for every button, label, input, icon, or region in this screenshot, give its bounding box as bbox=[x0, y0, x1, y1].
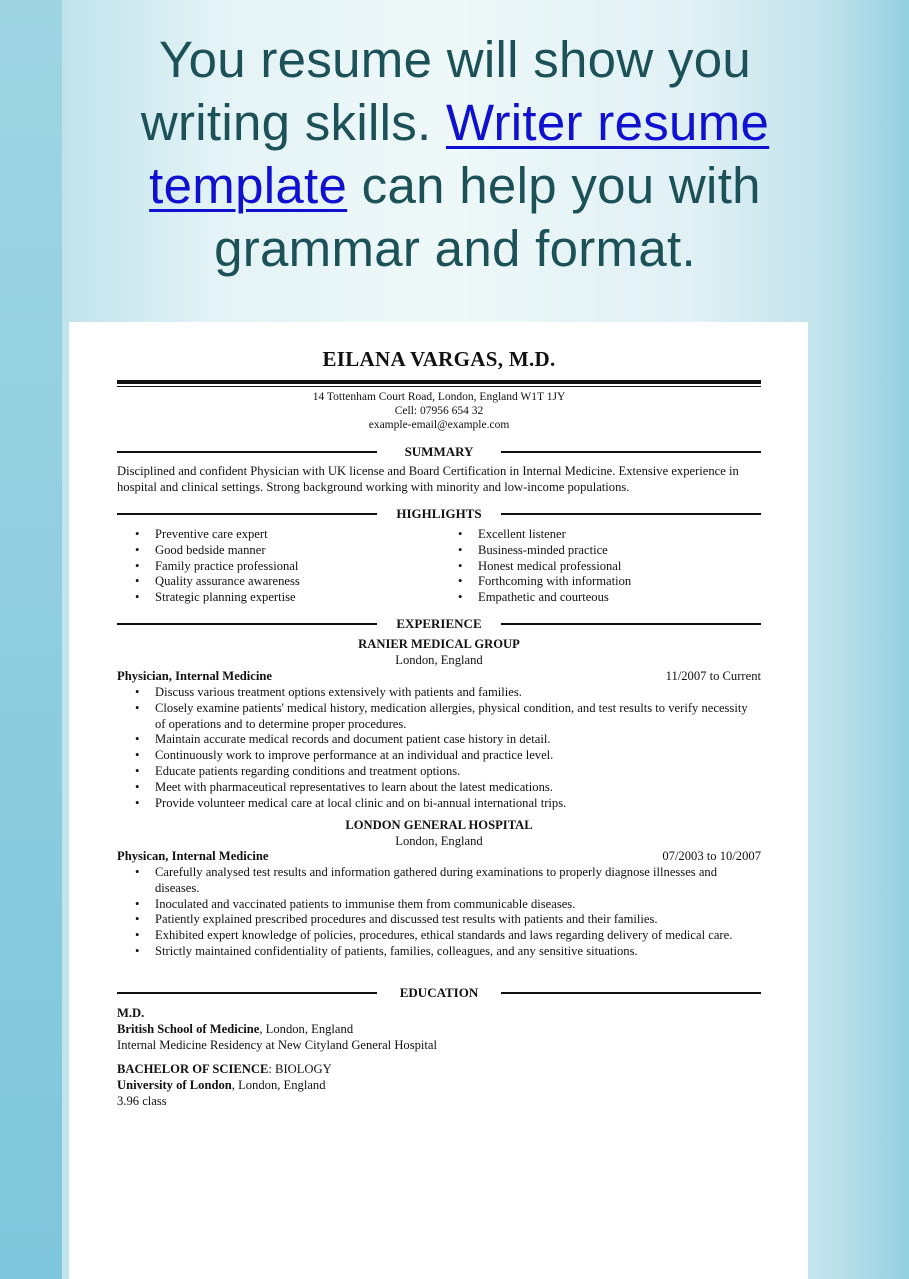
edu-degree-1: M.D. bbox=[117, 1006, 145, 1020]
section-header-education: EDUCATION bbox=[117, 984, 761, 1002]
education-md bbox=[117, 1006, 761, 1053]
job-2-dates: 07/2003 to 10/2007 bbox=[662, 849, 761, 863]
job-1-title-line bbox=[117, 669, 761, 685]
edu-school-2-location: , London, England bbox=[231, 1077, 326, 1092]
edu-school-1: British School of Medicine bbox=[117, 1021, 260, 1036]
edu-school-1-location: , London, England bbox=[259, 1021, 354, 1036]
list-item: • Closely examine patients' medical history, medication allergies, physical condition, and test results to verify necessity of operations and to determine proper procedures. bbox=[117, 701, 761, 733]
job-2-org bbox=[117, 818, 761, 850]
job-2-org-name: LONDON GENERAL HOSPITAL bbox=[345, 818, 533, 832]
headline bbox=[100, 28, 810, 280]
job-2-bullets bbox=[117, 865, 761, 960]
job-2-title-line bbox=[117, 849, 761, 865]
contact-cell: Cell: 07956 654 32 bbox=[394, 405, 484, 417]
list-item: • Continuously work to improve performance at an individual and practice level. bbox=[117, 748, 761, 764]
headline-text-2: can help you with grammar and format. bbox=[214, 157, 761, 277]
list-item: • Provide volunteer medical care at local clinic and on bi-annual international trips. bbox=[117, 796, 761, 812]
resume-name: EILANA VARGAS, M.D. bbox=[322, 347, 556, 371]
list-item: • Empathetic and courteous bbox=[440, 590, 631, 606]
resume-document bbox=[69, 322, 808, 1279]
section-header-summary: SUMMARY bbox=[117, 443, 761, 461]
list-item: • Forthcoming with information bbox=[440, 574, 631, 590]
highlights-left-list bbox=[117, 527, 300, 606]
list-item: • Excellent listener bbox=[440, 527, 631, 543]
job-1-dates: 11/2007 to Current bbox=[665, 669, 761, 683]
list-item: • Strictly maintained confidentiality of patients, families, colleagues, and any sensitive situations. bbox=[117, 944, 761, 960]
list-item: • Discuss various treatment options extensively with patients and families. bbox=[117, 685, 761, 701]
contact-address: 14 Tottenham Court Road, London, England W1T 1JY bbox=[312, 391, 566, 403]
list-item: • Carefully analysed test results and information gathered during examinations to properly diagnose illnesses and diseases. bbox=[117, 865, 761, 897]
list-item: • Quality assurance awareness bbox=[117, 574, 300, 590]
edu-degree-2-field: : BIOLOGY bbox=[268, 1062, 332, 1076]
job-2-location: London, England bbox=[395, 833, 483, 848]
left-decorative-strip bbox=[0, 0, 62, 1279]
headline-text-1: You resume will show you writing skills. bbox=[140, 31, 752, 151]
section-header-highlights: HIGHLIGHTS bbox=[117, 505, 761, 523]
job-1-location: London, England bbox=[395, 652, 483, 667]
edu-gpa: 3.96 class bbox=[117, 1093, 167, 1108]
edu-residency: Internal Medicine Residency at New Cityland General Hospital bbox=[117, 1037, 437, 1052]
highlights-right-list bbox=[440, 527, 631, 606]
list-item: • Family practice professional bbox=[117, 559, 300, 575]
job-1-org bbox=[117, 637, 761, 669]
education-bsc bbox=[117, 1062, 761, 1109]
writer-resume-template-link[interactable]: Writer resume template bbox=[149, 94, 770, 214]
list-item: • Patiently explained prescribed procedures and discussed test results with patients and their families. bbox=[117, 912, 761, 928]
name-rule-thin bbox=[117, 386, 761, 387]
list-item: • Preventive care expert bbox=[117, 527, 300, 543]
summary-text: Disciplined and confident Physician with UK license and Board Certification in Internal Medicine. Extensive experience in hospital and clinical settings. Strong background working with minority and low-income populations. bbox=[117, 464, 739, 494]
list-item: • Honest medical professional bbox=[440, 559, 631, 575]
contact-email: example-email@example.com bbox=[368, 419, 510, 431]
list-item: • Inoculated and vaccinated patients to immunise them from communicable diseases. bbox=[117, 897, 761, 913]
job-1-org-name: RANIER MEDICAL GROUP bbox=[358, 637, 520, 651]
list-item: • Good bedside manner bbox=[117, 543, 300, 559]
section-header-experience: EXPERIENCE bbox=[117, 615, 761, 633]
job-1-title: Physician, Internal Medicine bbox=[117, 669, 272, 683]
list-item: • Maintain accurate medical records and document patient case history in detail. bbox=[117, 732, 761, 748]
list-item: • Educate patients regarding conditions and treatment options. bbox=[117, 764, 761, 780]
list-item: • Strategic planning expertise bbox=[117, 590, 300, 606]
list-item: • Meet with pharmaceutical representatives to learn about the latest medications. bbox=[117, 780, 761, 796]
edu-school-2: University of London bbox=[117, 1077, 232, 1092]
edu-degree-2: BACHELOR OF SCIENCE bbox=[117, 1062, 269, 1076]
name-rule-thick bbox=[117, 380, 761, 384]
job-1-bullets bbox=[117, 685, 761, 811]
job-2-title: Physican, Internal Medicine bbox=[117, 849, 269, 863]
list-item: • Exhibited expert knowledge of policies, procedures, ethical standards and laws regarding delivery of medical care. bbox=[117, 928, 761, 944]
list-item: • Business-minded practice bbox=[440, 543, 631, 559]
contact-block bbox=[117, 390, 761, 432]
